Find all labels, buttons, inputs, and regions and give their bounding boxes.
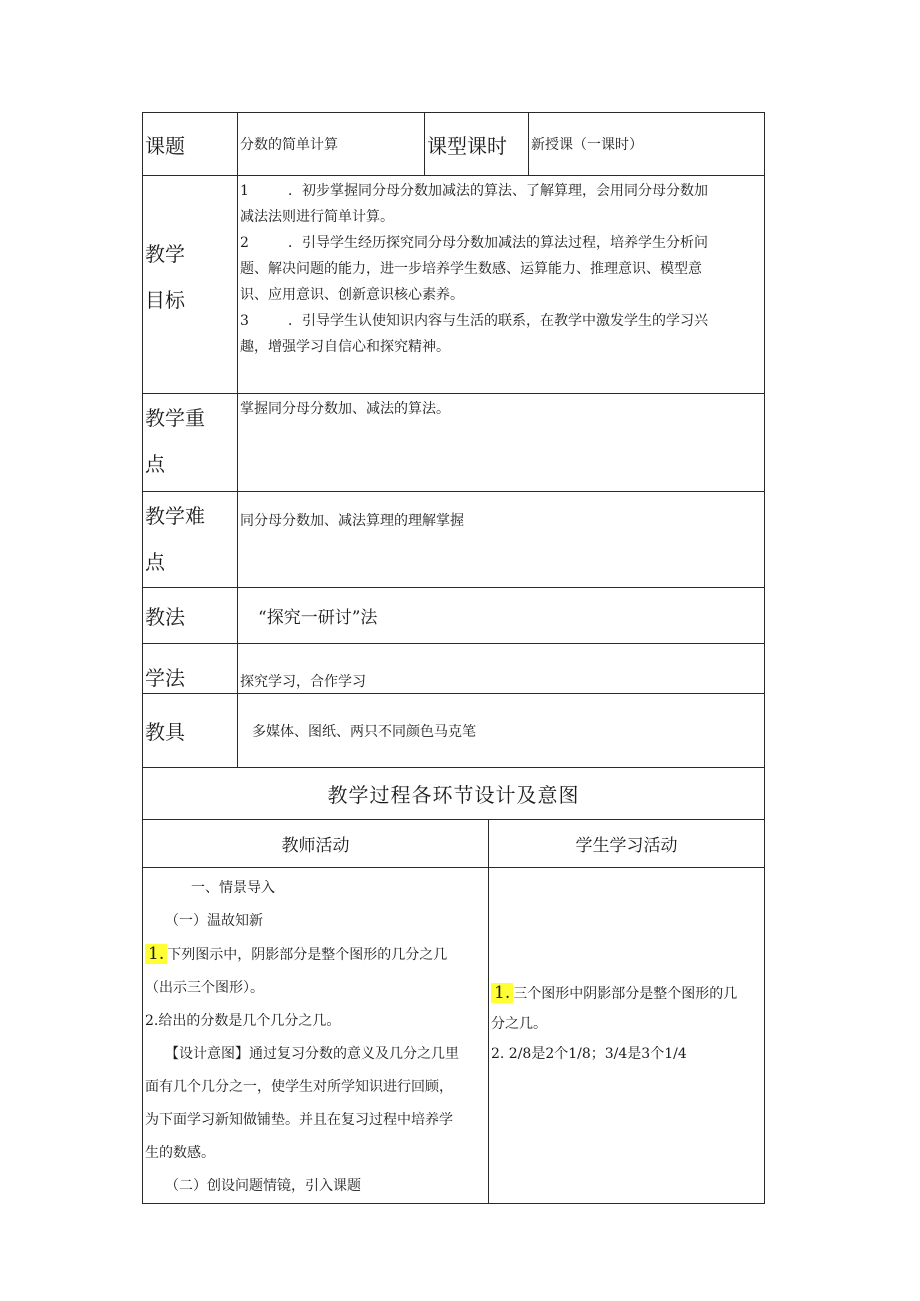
difficulty-label-line2: 点 bbox=[145, 550, 165, 574]
teacher-sub-2: （二）创设问题情镜，引入课题 bbox=[165, 1178, 361, 1194]
teacher-design-a: 【设计意图】通过复习分数的意义及几分之几里 bbox=[165, 1046, 459, 1062]
key-point-label bbox=[143, 394, 238, 492]
topic-row bbox=[143, 113, 765, 176]
process-header-row bbox=[143, 820, 765, 868]
student-item-2: 2. 2/8是2个1/8；3/4是3个1/4 bbox=[491, 1046, 687, 1062]
objective-3-text-a: ．引导学生认使知识内容与生活的联系，在教学中激发学生的学习兴 bbox=[288, 313, 708, 329]
student-item-1-number: 1. bbox=[491, 983, 513, 1003]
process-title-row bbox=[143, 768, 765, 820]
difficulty-value: 同分母分数加、减法算理的理解掌握 bbox=[238, 492, 765, 588]
teacher-design-c: 为下面学习新知做铺垫。并且在复习过程中培养学 bbox=[145, 1112, 453, 1128]
teacher-sub-1: （一）温故知新 bbox=[165, 913, 263, 929]
objectives-content bbox=[238, 176, 765, 394]
objective-2-number: 2 bbox=[240, 235, 249, 251]
teaching-tools-label: 教具 bbox=[143, 694, 238, 768]
lesson-plan-table bbox=[142, 112, 765, 1204]
objective-2-text-b: 题、解决问题的能力，进一步培养学生数感、运算能力、推理意识、模型意 bbox=[240, 261, 702, 277]
objective-1-text-a: ．初步掌握同分母分数加减法的算法、了解算理，会用同分母分数加 bbox=[288, 183, 708, 199]
teacher-item-1 bbox=[145, 938, 484, 972]
key-point-value: 掌握同分母分数加、减法的算法。 bbox=[238, 394, 765, 492]
objective-2-line-a bbox=[240, 230, 762, 256]
teacher-item-1-text: 下列图示中，阴影部分是整个图形的几分之几 bbox=[167, 947, 448, 963]
difficulty-label-line1: 教学难 bbox=[145, 504, 205, 528]
student-item-1 bbox=[491, 978, 760, 1009]
topic-label: 课题 bbox=[143, 113, 238, 176]
objective-2-text-c: 识、应用意识、创新意识核心素养。 bbox=[240, 287, 464, 303]
objective-3-text-b: 趣，增强学习自信心和探究精神。 bbox=[240, 339, 450, 355]
study-method-label: 学法 bbox=[143, 644, 238, 694]
teaching-method-value: “探究一研讨”法 bbox=[238, 588, 765, 644]
teacher-item-1-number: 1. bbox=[145, 944, 167, 964]
objective-1-line-a bbox=[240, 178, 762, 204]
teacher-activity-header: 教师活动 bbox=[143, 820, 489, 868]
objective-3-line-a bbox=[240, 308, 762, 334]
student-activity-content bbox=[489, 868, 765, 1204]
difficulty-row bbox=[143, 492, 765, 588]
objective-1-text-b: 减法法则进行简单计算。 bbox=[240, 209, 394, 225]
process-title: 教学过程各环节设计及意图 bbox=[143, 768, 765, 820]
topic-value: 分数的简单计算 bbox=[238, 113, 425, 176]
teacher-design-d: 生的数感。 bbox=[145, 1145, 215, 1161]
teacher-activity-content bbox=[143, 868, 489, 1204]
study-method-value: 探究学习，合作学习 bbox=[238, 644, 765, 694]
teaching-method-label: 教法 bbox=[143, 588, 238, 644]
teaching-tools-row bbox=[143, 694, 765, 768]
key-point-label-line2: 点 bbox=[145, 452, 165, 476]
student-activity-header: 学生学习活动 bbox=[489, 820, 765, 868]
objective-2-text-a: ．引导学生经历探究同分母分数加减法的算法过程，培养学生分析问 bbox=[288, 235, 708, 251]
teacher-section-1: 一、情景导入 bbox=[191, 880, 275, 896]
difficulty-label bbox=[143, 492, 238, 588]
objectives-row bbox=[143, 176, 765, 394]
teacher-item-1-cont: （出示三个图形）。 bbox=[145, 980, 264, 996]
objectives-label-line1: 教学 bbox=[145, 242, 185, 266]
process-content-row bbox=[143, 868, 765, 1204]
student-item-1-text: 三个图形中阴影部分是整个图形的几 bbox=[513, 986, 738, 1002]
teacher-design-b: 面有几个几分之一，使学生对所学知识进行回顾， bbox=[145, 1079, 453, 1095]
key-point-label-line1: 教学重 bbox=[145, 406, 205, 430]
teaching-tools-value: 多媒体、图纸、两只不同颜色马克笔 bbox=[238, 694, 765, 768]
lesson-type-label: 课型课时 bbox=[425, 113, 529, 176]
teaching-method-row bbox=[143, 588, 765, 644]
objectives-label-line2: 目标 bbox=[145, 288, 185, 312]
study-method-row bbox=[143, 644, 765, 694]
teacher-item-2: 2.给出的分数是几个几分之几。 bbox=[145, 1013, 341, 1029]
objectives-label bbox=[143, 176, 238, 394]
objective-3-number: 3 bbox=[240, 313, 249, 329]
objective-1-number: 1 bbox=[240, 183, 249, 199]
key-point-row bbox=[143, 394, 765, 492]
student-item-1-cont: 分之几。 bbox=[491, 1016, 547, 1032]
lesson-type-value: 新授课（一课时） bbox=[529, 113, 765, 176]
